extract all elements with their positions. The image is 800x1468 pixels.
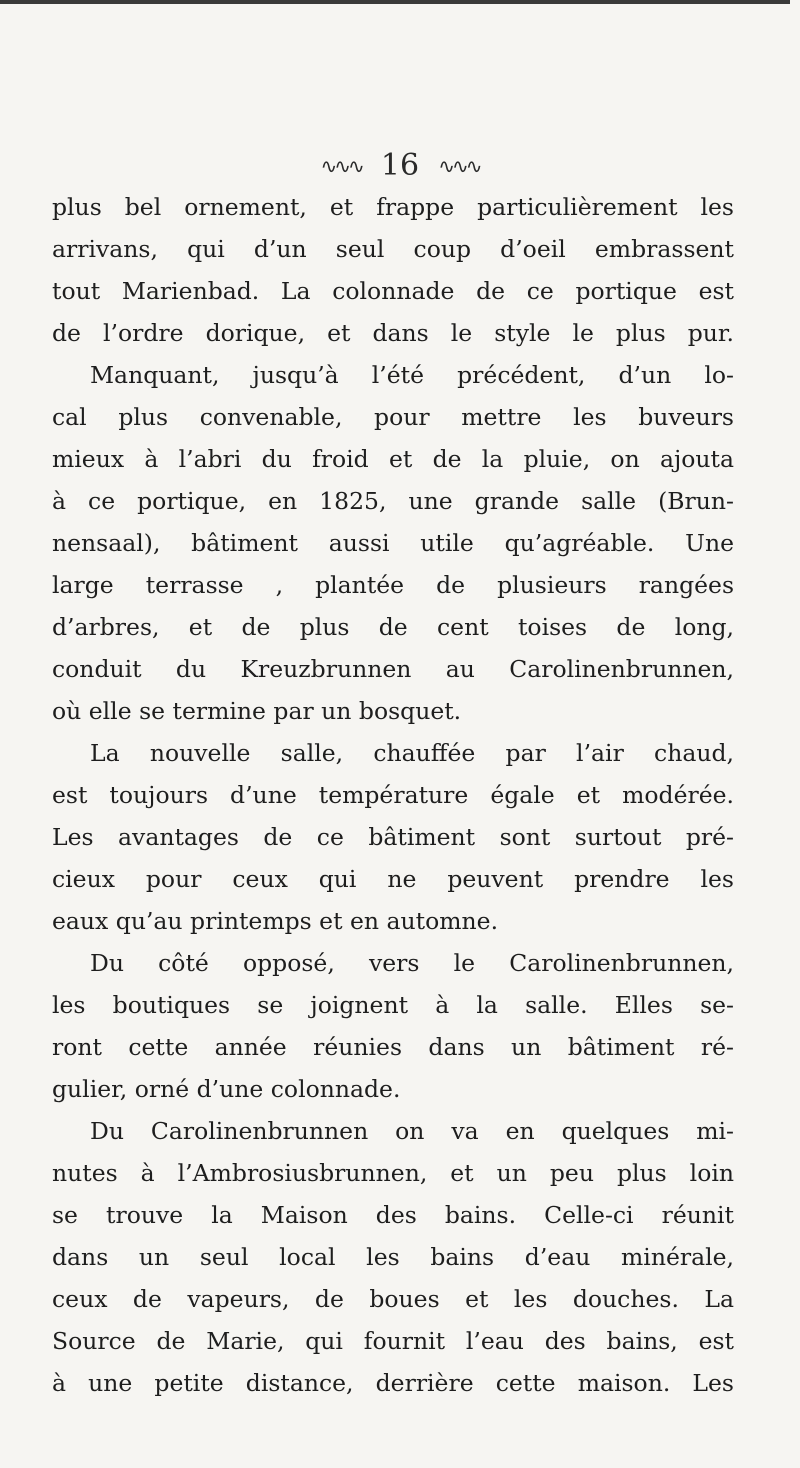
- text-line: d’arbres, et de plus de cent toises de long,: [52, 613, 734, 641]
- text-line: conduit du Kreuzbrunnen au Carolinenbrunnen,: [52, 655, 734, 683]
- text-line: nensaal), bâtiment aussi utile qu’agréable. Une: [52, 529, 734, 557]
- text-line: cieux pour ceux qui ne peuvent prendre les: [52, 865, 734, 893]
- text-line: La nouvelle salle, chauffée par l’air chaud,: [90, 739, 734, 767]
- text-line: cal plus convenable, pour mettre les buveurs: [52, 403, 734, 431]
- text-line: ceux de vapeurs, de boues et les douches. La: [52, 1285, 734, 1313]
- text-line: où elle se termine par un bosquet.: [52, 697, 462, 725]
- text-line: gulier, orné d’une colonnade.: [52, 1075, 401, 1103]
- text-line: se trouve la Maison des bains. Celle-ci réunit: [52, 1201, 734, 1229]
- text-line: à une petite distance, derrière cette maison. Les: [52, 1369, 734, 1397]
- text-line: Les avantages de ce bâtiment sont surtout pré-: [52, 823, 734, 851]
- text-line: tout Marienbad. La colonnade de ce portique est: [52, 277, 734, 305]
- page-number: 16: [380, 148, 420, 183]
- text-line: de l’ordre dorique, et dans le style le plus pur.: [52, 319, 734, 347]
- text-line: à ce portique, en 1825, une grande salle (Brun-: [52, 487, 734, 515]
- text-line: Source de Marie, qui fournit l’eau des bains, est: [52, 1327, 734, 1355]
- text-line: dans un seul local les bains d’eau minérale,: [52, 1243, 734, 1271]
- ornament-left: ∿∿∿: [320, 153, 362, 178]
- text-line: Du Carolinenbrunnen on va en quelques mi-: [90, 1117, 734, 1145]
- text-line: Du côté opposé, vers le Carolinenbrunnen,: [90, 949, 734, 977]
- text-line: large terrasse , plantée de plusieurs rangées: [52, 571, 734, 599]
- text-line: nutes à l’Ambrosiusbrunnen, et un peu plus loin: [52, 1159, 734, 1187]
- top-border: [0, 0, 790, 4]
- text-line: les boutiques se joignent à la salle. Elles se-: [52, 991, 734, 1019]
- text-line: Manquant, jusqu’à l’été précédent, d’un lo-: [90, 361, 734, 389]
- text-line: plus bel ornement, et frappe particulièrement les: [52, 193, 734, 221]
- text-line: ront cette année réunies dans un bâtiment ré-: [52, 1033, 734, 1061]
- text-line: arrivans, qui d’un seul coup d’oeil embrassent: [52, 235, 734, 263]
- text-line: eaux qu’au printemps et en automne.: [52, 907, 499, 935]
- body-text: [0, 186, 800, 1404]
- text-line: est toujours d’une température égale et modérée.: [52, 781, 734, 809]
- ornament-right: ∿∿∿: [438, 153, 480, 178]
- text-line: mieux à l’abri du froid et de la pluie, on ajouta: [52, 445, 734, 473]
